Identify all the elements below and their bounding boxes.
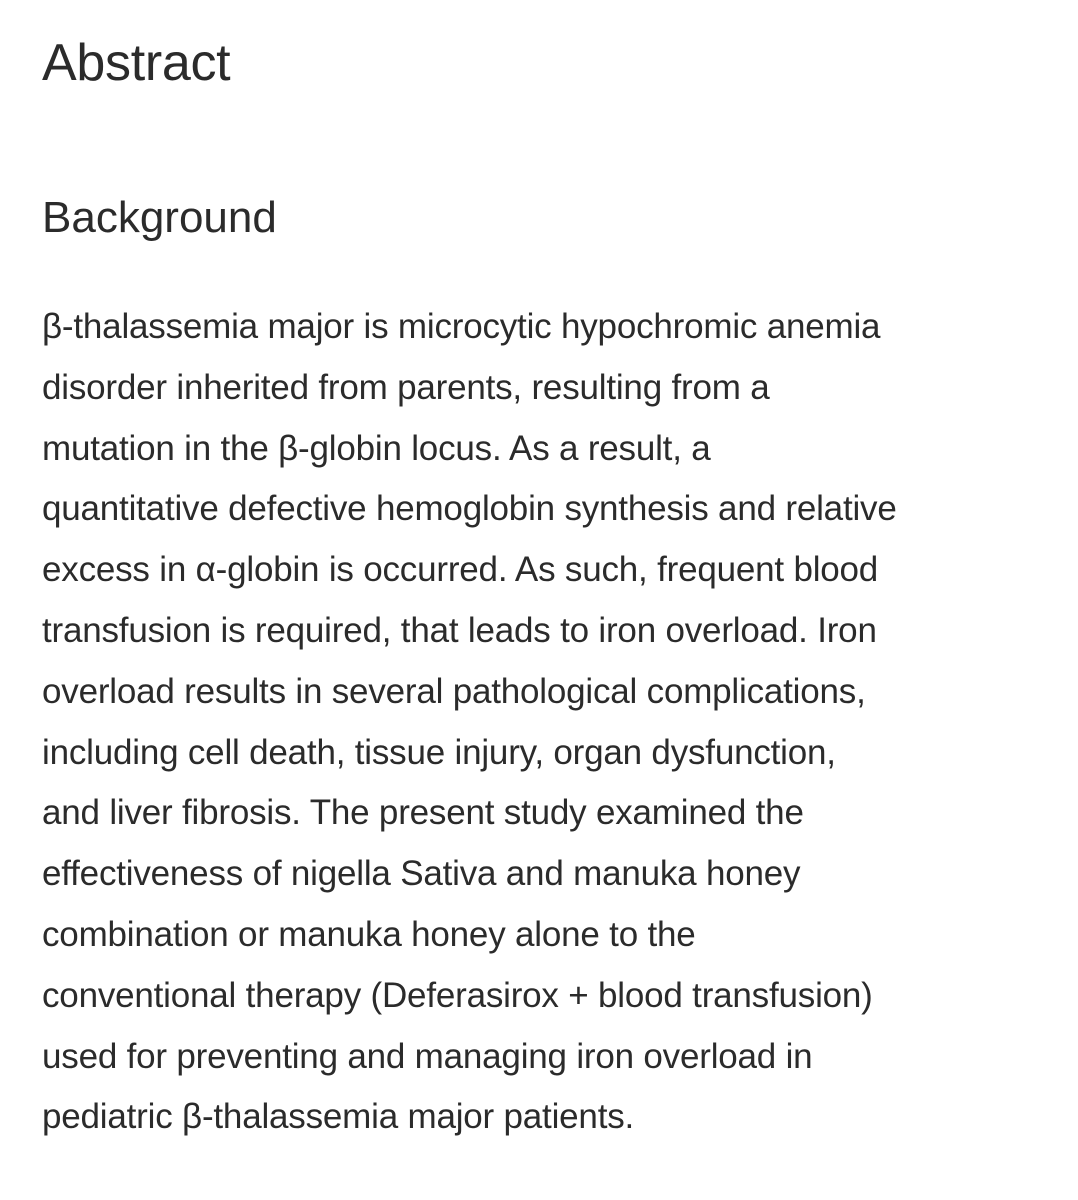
paragraph-line: overload results in several pathological complications, [42, 671, 866, 711]
paragraph-line: used for preventing and managing iron overload in [42, 1036, 813, 1076]
paragraph-line: effectiveness of nigella Sativa and manuka honey [42, 854, 801, 894]
paragraph-line: pediatric β-thalassemia major patients. [42, 1097, 635, 1137]
paragraph-line: mutation in the β-globin locus. As a result, a [42, 428, 711, 468]
paragraph-line: combination or manuka honey alone to the [42, 914, 696, 954]
paragraph-line: conventional therapy (Deferasirox + blood transfusion) [42, 975, 873, 1015]
paragraph-line: and liver fibrosis. The present study examined the [42, 793, 804, 833]
abstract-title: Abstract [42, 34, 231, 92]
background-heading: Background [42, 193, 277, 242]
paragraph-line: β-thalassemia major is microcytic hypochromic anemia [42, 307, 881, 346]
paragraph-line: disorder inherited from parents, resulting from a [42, 367, 770, 407]
paragraph-line: including cell death, tissue injury, organ dysfunction, [42, 732, 836, 772]
background-paragraph [42, 297, 897, 1148]
paragraph-line: transfusion is required, that leads to iron overload. Iron [42, 610, 877, 650]
paragraph-line: excess in α-globin is occurred. As such, frequent blood [42, 550, 879, 590]
paragraph-line: quantitative defective hemoglobin synthesis and relative [42, 489, 897, 529]
